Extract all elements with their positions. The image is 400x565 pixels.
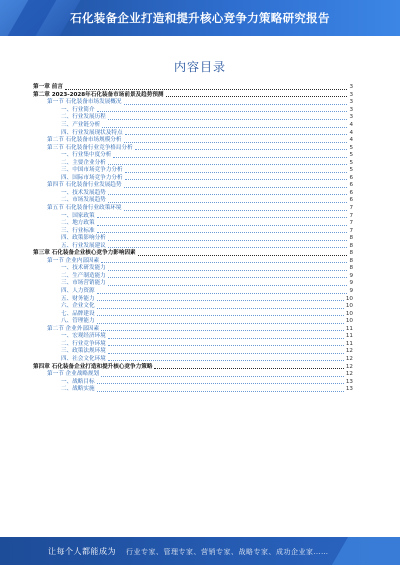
toc-entry[interactable] xyxy=(33,258,353,266)
toc-entry-page: 13 xyxy=(345,386,353,393)
toc-entry[interactable] xyxy=(33,99,353,107)
toc-entry-label: 二、主要企业分析 xyxy=(61,159,106,166)
toc-entry-page: 7 xyxy=(349,212,353,219)
toc-dot-leader xyxy=(124,103,348,105)
toc-entry-page: 3 xyxy=(349,114,353,121)
toc-entry-page: 6 xyxy=(349,174,353,181)
toc-dot-leader xyxy=(102,126,347,128)
toc-dot-leader xyxy=(97,292,348,294)
toc-entry-label: 一、行业集中度分析 xyxy=(61,152,112,159)
toc-entry-page: 10 xyxy=(345,295,353,302)
toc-entry-label: 第四节 石化装备行业发展趋势 xyxy=(47,182,122,189)
toc-entry-page: 6 xyxy=(349,197,353,204)
toc-entry-page: 8 xyxy=(349,257,353,264)
toc-entry-page: 7 xyxy=(349,220,353,227)
toc-entry[interactable] xyxy=(33,84,353,92)
toc-entry-label: 第三节 石化装备行业竞争格局分析 xyxy=(47,144,133,151)
toc-dot-leader xyxy=(125,171,348,173)
toc-entry-page: 11 xyxy=(345,340,353,347)
toc-dot-leader xyxy=(101,261,347,263)
toc-entry-label: 三、市场营销能力 xyxy=(61,280,106,287)
toc-dot-leader xyxy=(138,254,348,256)
toc-entry-page: 13 xyxy=(345,378,353,385)
toc-entry-page: 3 xyxy=(349,106,353,113)
toc-entry[interactable] xyxy=(33,356,353,364)
toc-entry-label: 二、战略实施 xyxy=(61,386,95,393)
toc-entry-label: 三、中国市场竞争力分析 xyxy=(61,167,123,174)
toc-dot-leader xyxy=(108,352,344,354)
toc-entry-label: 第五节 石化装备行业政策环境 xyxy=(47,205,122,212)
toc-entry[interactable] xyxy=(33,144,353,152)
toc-entry[interactable] xyxy=(33,197,353,205)
toc-entry[interactable] xyxy=(33,175,353,183)
toc-entry-label: 二、行业发展历程 xyxy=(61,114,106,121)
toc-dot-leader xyxy=(108,239,348,241)
toc-entry[interactable] xyxy=(33,159,353,167)
table-of-contents xyxy=(33,84,353,393)
toc-entry-label: 一、国家政策 xyxy=(61,212,95,219)
toc-entry[interactable] xyxy=(33,280,353,288)
toc-entry-label: 第一章 前言 xyxy=(33,84,63,91)
footer-slogan-sub: 行业专家、管理专家、营销专家、战略专家、成功企业家…… xyxy=(126,548,329,556)
toc-entry-page: 11 xyxy=(345,333,353,340)
toc-entry[interactable] xyxy=(33,129,353,137)
toc-dot-leader xyxy=(124,141,348,143)
toc-entry[interactable] xyxy=(33,114,353,122)
report-title: 石化装备企业打造和提升核心竞争力策略研究报告 xyxy=(70,11,330,25)
toc-entry-label: 第二章 2023-2028年石化装备市场前景及趋势预测 xyxy=(33,91,164,98)
toc-entry-label: 三、行业标准 xyxy=(61,227,95,234)
toc-dot-leader xyxy=(108,276,348,278)
toc-dot-leader xyxy=(97,299,344,301)
report-header-bar xyxy=(0,0,400,36)
toc-entry[interactable] xyxy=(33,205,353,213)
toc-entry-page: 6 xyxy=(349,189,353,196)
toc-entry[interactable] xyxy=(33,288,353,296)
toc-entry-label: 五、行业发展建议 xyxy=(61,242,106,249)
toc-dot-leader xyxy=(108,246,348,248)
toc-entry-page: 12 xyxy=(345,348,353,355)
toc-dot-leader xyxy=(125,178,348,180)
toc-entry-label: 一、技术研发能力 xyxy=(61,265,106,272)
toc-entry[interactable] xyxy=(33,152,353,160)
toc-entry[interactable] xyxy=(33,371,353,379)
toc-entry-label: 四、社会文化环境 xyxy=(61,355,106,362)
toc-entry-page: 7 xyxy=(349,205,353,212)
toc-entry[interactable] xyxy=(33,92,353,100)
toc-entry-page: 4 xyxy=(349,137,353,144)
toc-entry-page: 10 xyxy=(345,303,353,310)
toc-entry-label: 第一节 企业内部因素 xyxy=(47,257,100,264)
toc-entry[interactable] xyxy=(33,137,353,145)
toc-dot-leader xyxy=(101,375,344,377)
toc-dot-leader xyxy=(125,133,348,135)
toc-dot-leader xyxy=(108,118,348,120)
toc-entry-label: 二、地方政策 xyxy=(61,220,95,227)
toc-dot-leader xyxy=(135,148,348,150)
toc-dot-leader xyxy=(154,367,343,369)
toc-dot-leader xyxy=(108,193,348,195)
toc-entry-label: 一、技术发展趋势 xyxy=(61,189,106,196)
toc-entry-label: 第四章 石化装备企业打造和提升核心竞争力策略 xyxy=(33,363,153,370)
toc-entry[interactable] xyxy=(33,242,353,250)
toc-entry-label: 第二节 石化装备市场规模分析 xyxy=(47,137,122,144)
toc-entry-label: 六、企业文化 xyxy=(61,303,95,310)
toc-entry[interactable] xyxy=(33,310,353,318)
toc-entry-page: 12 xyxy=(345,355,353,362)
toc-dot-leader xyxy=(97,307,344,309)
toc-entry[interactable] xyxy=(33,378,353,386)
toc-entry-label: 五、财务能力 xyxy=(61,295,95,302)
footer-slogan-main: 让每个人都能成为 xyxy=(48,547,116,556)
toc-entry-label: 四、人力资源 xyxy=(61,288,95,295)
toc-entry[interactable] xyxy=(33,333,353,341)
toc-entry-page: 3 xyxy=(349,91,353,98)
toc-entry-label: 二、行业竞争环境 xyxy=(61,340,106,347)
toc-entry-page: 3 xyxy=(349,84,353,91)
toc-entry[interactable] xyxy=(33,341,353,349)
toc-entry-page: 4 xyxy=(349,122,353,128)
toc-entry-label: 四、国际市场竞争力分析 xyxy=(61,174,123,181)
footer-decoration xyxy=(332,537,400,565)
toc-dot-leader xyxy=(124,209,348,211)
toc-dot-leader xyxy=(108,201,348,203)
toc-entry-page: 7 xyxy=(349,227,353,234)
toc-dot-leader xyxy=(166,95,348,97)
toc-dot-leader xyxy=(97,224,348,226)
toc-entry[interactable] xyxy=(33,227,353,235)
toc-entry-page: 5 xyxy=(349,167,353,174)
footer-slogan xyxy=(48,546,329,557)
toc-entry[interactable] xyxy=(33,295,353,303)
toc-dot-leader xyxy=(97,382,344,384)
toc-entry-page: 12 xyxy=(345,363,353,370)
toc-entry-page: 9 xyxy=(349,280,353,287)
toc-dot-leader xyxy=(101,329,344,331)
toc-dot-leader xyxy=(108,359,344,361)
toc-entry[interactable] xyxy=(33,220,353,228)
toc-entry-label: 一、战略目标 xyxy=(61,378,95,385)
toc-dot-leader xyxy=(97,322,344,324)
toc-entry[interactable] xyxy=(33,182,353,190)
toc-entry-page: 8 xyxy=(349,265,353,272)
toc-entry-page: 3 xyxy=(349,99,353,106)
toc-entry[interactable] xyxy=(33,363,353,371)
toc-entry-page: 10 xyxy=(345,310,353,317)
toc-entry-label: 三、政策法规环境 xyxy=(61,348,106,355)
toc-entry-label: 一、宏观经济环境 xyxy=(61,333,106,340)
toc-entry-label: 七、品牌建设 xyxy=(61,310,95,317)
toc-dot-leader xyxy=(108,344,344,346)
toc-entry-label: 八、管理能力 xyxy=(61,318,95,325)
toc-entry-page: 8 xyxy=(349,235,353,242)
toc-entry[interactable] xyxy=(33,122,353,130)
toc-dot-leader xyxy=(108,269,348,271)
toc-entry-label: 二、市场发展趋势 xyxy=(61,197,106,204)
toc-entry[interactable] xyxy=(33,303,353,311)
toc-entry-page: 9 xyxy=(349,288,353,295)
toc-entry-page: 10 xyxy=(345,318,353,325)
toc-entry[interactable] xyxy=(33,326,353,334)
toc-entry-page: 5 xyxy=(349,144,353,151)
toc-dot-leader xyxy=(65,88,348,90)
toc-entry[interactable] xyxy=(33,265,353,273)
toc-entry-page: 5 xyxy=(349,152,353,159)
toc-entry[interactable] xyxy=(33,235,353,243)
toc-dot-leader xyxy=(97,314,344,316)
report-footer-bar xyxy=(0,537,400,565)
toc-heading: 内容目录 xyxy=(173,60,226,74)
toc-dot-leader xyxy=(97,216,348,218)
toc-entry-label: 四、行业发展现状及特点 xyxy=(61,129,123,136)
toc-entry-label: 一、行业简介 xyxy=(61,106,95,113)
toc-entry[interactable] xyxy=(33,386,353,394)
toc-dot-leader xyxy=(124,186,348,188)
toc-dot-leader xyxy=(108,163,348,165)
toc-dot-leader xyxy=(97,110,348,112)
toc-entry-label: 第三章 石化装备企业核心竞争力影响因素 xyxy=(33,250,136,257)
toc-dot-leader xyxy=(113,156,347,158)
toc-entry-label: 四、政策影响分析 xyxy=(61,235,106,242)
toc-entry-label: 二、生产制造能力 xyxy=(61,272,106,279)
toc-dot-leader xyxy=(97,231,348,233)
toc-entry-page: 9 xyxy=(349,272,353,279)
toc-dot-leader xyxy=(108,337,344,339)
toc-entry-page: 6 xyxy=(349,182,353,189)
toc-entry-page: 4 xyxy=(349,129,353,136)
toc-entry-page: 11 xyxy=(345,325,353,332)
toc-entry-page: 8 xyxy=(349,242,353,249)
toc-entry[interactable] xyxy=(33,167,353,175)
toc-entry-label: 第一节 企业战略规划 xyxy=(47,371,100,378)
toc-entry-label: 三、产业链分析 xyxy=(61,122,101,128)
toc-entry[interactable] xyxy=(33,212,353,220)
toc-entry[interactable] xyxy=(33,318,353,326)
toc-entry[interactable] xyxy=(33,348,353,356)
toc-entry-page: 8 xyxy=(349,250,353,257)
toc-entry-page: 12 xyxy=(345,371,353,378)
toc-dot-leader xyxy=(97,390,344,392)
toc-entry-page: 5 xyxy=(349,159,353,166)
toc-entry-label: 第一节 石化装备市场发展概况 xyxy=(47,99,122,106)
toc-entry[interactable] xyxy=(33,250,353,258)
toc-dot-leader xyxy=(108,284,348,286)
toc-entry-label: 第二节 企业外部因素 xyxy=(47,325,100,332)
